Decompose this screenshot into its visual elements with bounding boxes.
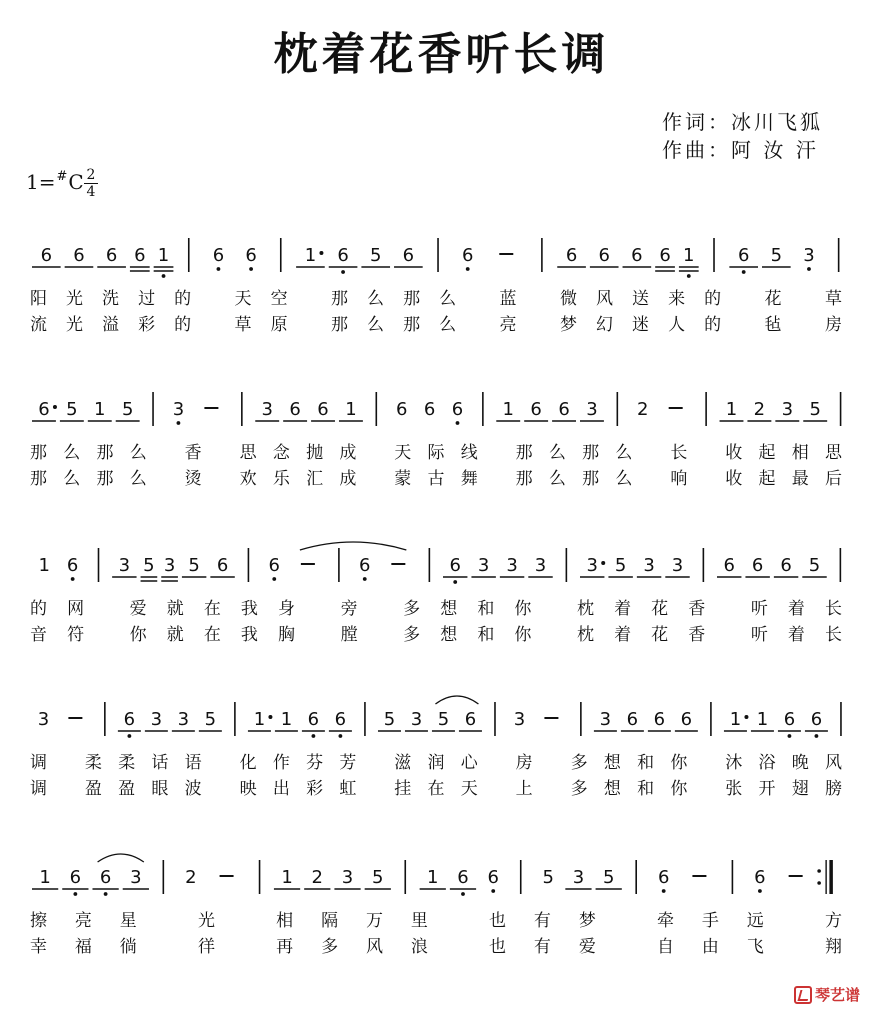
note-digit: 6 (461, 245, 474, 266)
note-digit: 5 (66, 399, 78, 420)
note-digit: 5 (372, 867, 384, 888)
meter-denominator: 4 (86, 184, 96, 200)
low-octave-dot (687, 274, 691, 278)
note-digit: 6 (212, 245, 225, 266)
note-digit: 3 (599, 709, 612, 730)
note-digit: 3 (586, 399, 598, 420)
note-digit: 5 (542, 867, 554, 888)
note-digit: 5 (188, 555, 200, 576)
note-digit: 3 (586, 555, 598, 576)
note-digit: 6 (754, 867, 766, 888)
note-digit: 6 (451, 399, 464, 420)
low-octave-dot (662, 889, 666, 893)
note-digit: 6 (395, 399, 408, 420)
note-digit: 6 (464, 709, 477, 730)
note-digit: 6 (216, 555, 229, 576)
slur-arc (98, 854, 144, 862)
note-digit: 3 (572, 867, 585, 888)
note-digit: 5 (143, 555, 155, 576)
note-digit: 3 (643, 555, 655, 576)
low-octave-dot (73, 892, 77, 896)
note-digit: 1 (729, 709, 742, 730)
note-digit: 3 (534, 555, 547, 576)
note-digit: 6 (66, 555, 79, 576)
low-octave-dot (162, 274, 166, 278)
slur-arc (435, 696, 478, 704)
note-digit: 1 (502, 399, 514, 420)
note-digit: 5 (614, 555, 627, 576)
note-digit: 5 (437, 709, 450, 730)
low-octave-dot (461, 892, 465, 896)
note-digit: 6 (245, 245, 257, 266)
note-digit: 6 (123, 709, 136, 730)
note-digit: 6 (737, 245, 750, 266)
note-digit: 1 (280, 709, 293, 730)
note-digit: 6 (268, 555, 281, 576)
low-octave-dot (71, 577, 75, 581)
low-octave-dot (758, 889, 762, 893)
note-digit: 3 (671, 555, 684, 576)
note-digit: 6 (751, 555, 764, 576)
note-digit: 1 (725, 399, 738, 420)
lyric-line: 调 盈盈眼波 映出彩虹 挂在天 上 多想和你 张开翅膀 (30, 779, 843, 799)
note-digit: 6 (626, 709, 639, 730)
lyric-line: 流光溢彩的 草原 那么那么 亮 梦幻迷人的 毡 房 (30, 315, 842, 335)
note-digit: 3 (130, 867, 142, 888)
lyric-line: 幸福徜 徉 再多风浪 也有爱 自由飞 翔 (30, 937, 843, 957)
note-digit: 3 (177, 709, 190, 730)
note-digit: 6 (457, 867, 469, 888)
note-digit: 6 (289, 399, 301, 420)
note-digit: 3 (150, 709, 163, 730)
note-digit: 1 (304, 245, 317, 266)
note-digit: 2 (311, 867, 324, 888)
note-digit: 5 (383, 709, 396, 730)
low-octave-dot (363, 577, 367, 581)
note-digit: 1 (281, 867, 293, 888)
note-digit: 3 (261, 399, 273, 420)
repeat-dot (817, 881, 821, 885)
note-digit: 3 (341, 867, 354, 888)
note-digit: 6 (307, 709, 320, 730)
note-digit: 6 (810, 709, 823, 730)
note-digit: 6 (723, 555, 735, 576)
note-digit: 3 (506, 555, 518, 576)
low-octave-dot (341, 270, 345, 274)
note-digit: 6 (780, 555, 792, 576)
key-prefix: 1= (26, 170, 56, 194)
note-digit: 3 (781, 399, 794, 420)
note-digit: 1 (345, 399, 357, 420)
note-digit: 6 (530, 399, 542, 420)
note-digit: 6 (657, 867, 670, 888)
note-digit: 3 (803, 245, 815, 266)
logo-icon (794, 986, 812, 1004)
note-digit: 1 (427, 867, 439, 888)
note-digit: 6 (402, 245, 415, 266)
lyric-line: 那么那么 香 思念抛成 天际线 那么那么 长 收起相思 (30, 443, 843, 463)
note-digit: 6 (565, 245, 578, 266)
lyric-line: 擦亮星 光 相隔万里 也有梦 牵手远 方 (30, 911, 843, 931)
note-digit: 6 (69, 867, 82, 888)
low-octave-dot (104, 892, 108, 896)
note-digit: 3 (37, 709, 50, 730)
note-digit: 3 (163, 555, 176, 576)
note-digit: 1 (157, 245, 170, 266)
sharp-sign: # (56, 169, 68, 184)
note-digit: 6 (40, 245, 53, 266)
note-digit: 6 (680, 709, 693, 730)
augmentation-dot (53, 405, 57, 409)
augmentation-dot (744, 715, 748, 719)
low-octave-dot (217, 267, 221, 271)
low-octave-dot (312, 734, 316, 738)
watermark-logo (794, 984, 860, 1005)
lyric-line: 音符 你就在我胸 膛 多想和你 枕着花香 听着长 (30, 625, 843, 645)
note-digit: 6 (449, 555, 461, 576)
note-digit: 3 (410, 709, 423, 730)
note-digit: 3 (513, 709, 526, 730)
lyric-line: 的网 爱就在我身 旁 多想和你 枕着花香 听着长 (30, 599, 843, 619)
note-digit: 6 (659, 245, 671, 266)
note-digit: 1 (94, 399, 106, 420)
low-octave-dot (807, 267, 811, 271)
composer-credit: 作曲：阿 汝 汗 (662, 138, 819, 162)
note-digit: 1 (39, 867, 51, 888)
note-digit: 6 (487, 867, 499, 888)
lyricist-credit: 作词：冰川飞狐 (662, 110, 823, 134)
note-digit: 2 (185, 867, 197, 888)
low-octave-dot (456, 421, 460, 425)
note-digit: 1 (253, 709, 266, 730)
note-digit: 6 (558, 399, 570, 420)
key-note: C (68, 170, 84, 194)
note-digit: 6 (317, 399, 329, 420)
note-digit: 6 (631, 245, 643, 266)
note-digit: 1 (38, 555, 50, 576)
note-digit: 6 (134, 245, 146, 266)
note-digit: 5 (369, 245, 382, 266)
repeat-dot (817, 869, 821, 873)
note-digit: 6 (598, 245, 610, 266)
note-digit: 5 (808, 555, 821, 576)
note-digit: 3 (118, 555, 131, 576)
note-digit: 6 (73, 245, 85, 266)
slur-arc (300, 542, 406, 550)
note-digit: 6 (99, 867, 112, 888)
augmentation-dot (601, 561, 605, 565)
note-digit: 6 (783, 709, 796, 730)
note-digit: 2 (753, 399, 766, 420)
note-digit: 6 (359, 555, 371, 576)
note-digit: 3 (172, 399, 185, 420)
note-digit: 6 (423, 399, 436, 420)
note-digit: 1 (756, 709, 769, 730)
low-octave-dot (249, 267, 253, 271)
low-octave-dot (272, 577, 276, 581)
lyric-line: 调 柔柔话语 化作芬芳 滋润心 房 多想和你 沐浴晚风 (30, 753, 843, 773)
song-title: 枕着花香听长调 (273, 29, 610, 80)
augmentation-dot (268, 715, 272, 719)
note-digit: 2 (636, 399, 649, 420)
note-digit: 3 (477, 555, 490, 576)
meter-numerator: 2 (86, 167, 96, 183)
low-octave-dot (815, 734, 819, 738)
low-octave-dot (338, 734, 342, 738)
low-octave-dot (177, 421, 181, 425)
augmentation-dot (319, 251, 323, 255)
watermark-text: 琴艺谱 (815, 986, 861, 1004)
low-octave-dot (466, 267, 470, 271)
low-octave-dot (127, 734, 131, 738)
note-digit: 6 (337, 245, 349, 266)
note-digit: 6 (105, 245, 118, 266)
low-octave-dot (453, 580, 457, 584)
lyric-line: 那么那么 烫 欢乐汇成 蒙古舞 那么那么 响 收起最后 (30, 469, 843, 489)
note-digit: 5 (602, 867, 615, 888)
note-digit: 6 (38, 399, 50, 420)
note-digit: 5 (204, 709, 217, 730)
note-digit: 6 (653, 709, 666, 730)
lyric-line: 阳光洗过的 天空 那么那么 蓝 微风送来的 花 草 (30, 289, 842, 309)
note-digit: 1 (683, 245, 695, 266)
note-digit: 5 (809, 399, 821, 420)
low-octave-dot (491, 889, 495, 893)
low-octave-dot (742, 270, 746, 274)
note-digit: 5 (770, 245, 783, 266)
low-octave-dot (788, 734, 792, 738)
note-digit: 5 (121, 399, 134, 420)
note-digit: 6 (334, 709, 347, 730)
